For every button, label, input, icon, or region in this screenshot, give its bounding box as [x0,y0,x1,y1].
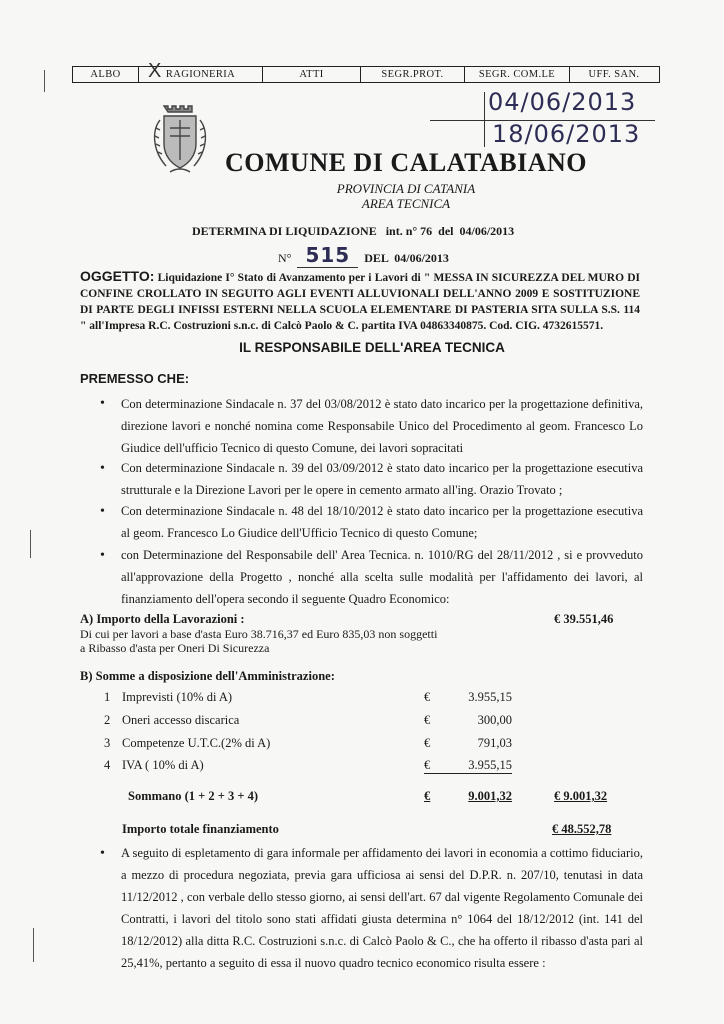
item-currency: € [424,713,431,727]
item-currency: € [424,690,431,704]
premessa-item: Con determinazione Sindacale n. 39 del 03/09/2012 è stato dato incarico per la progettazione esecutiva strutturale e la Direzione Lavori per le opere in cemento armato all'ing. Orazio Trovato ; [121,461,643,497]
routing-cell-albo: ALBO [73,67,139,82]
importo-lavorazioni-title: A) Importo della Lavorazioni : [80,612,245,626]
sommano-value: 9.001,32 [468,789,512,803]
item-number: 4 [104,758,111,772]
bullet-icon: • [100,396,105,411]
determina-number-line [278,243,449,268]
item-currency: € [424,758,431,772]
scan-mark [44,70,45,92]
premessa-item: con Determinazione del Responsabile dell' Area Tecnica. n. 1010/RG del 28/11/2012 , si e provveduto all'approvazione della Progetto , nonché alla scelta sulle modalità per l'affidamento dei lavori, al finanziamento dell'opera secondo il seguente Quadro Economico: [121,548,643,606]
responsabile-heading: IL RESPONSABILE DELL'AREA TECNICA [239,340,505,355]
item-number: 3 [104,736,111,750]
routing-cell-ragioneria: RAGIONERIA [139,67,263,82]
checked-mark: X [148,60,162,82]
item-label: Oneri accesso discarica [122,713,240,727]
scan-mark [30,530,31,558]
stamp-date-published: 18/06/2013 [492,120,641,148]
item-label: Competenze U.T.C.(2% di A) [122,736,271,750]
routing-cell-atti: ATTI [263,67,361,82]
item-value: 3.955,15 [468,690,512,704]
determina-number-handwritten: 515 [297,243,358,268]
aggiudicazione-paragraph: A seguito di espletamento di gara informale per affidamento dei lavori in economia a cottimo fiduciario, a mezzo di procedura negoziata, previa gara ufficiosa ai sensi del D.P.R. n. 207/10, tenutasi in data 11/12/2012 , con verbale dello stesso giorno, ai sensi dell'art. 67 dal vigente Regolamento Comunale dei Contratti, i lavori del titolo sono stati affidati giusta determina n° 1064 del 18/12/2012 (int. 141 del 18/12/2012) alla ditta R.C. Costruzioni s.n.c. di Calcò Paolo & C., che ha offerto il ribasso d'asta pari al 25,41%, pertanto a seguito di essa il nuovo quadro tecnico economico risulta essere : [121,846,643,970]
bullet-icon: • [100,846,105,861]
totale-value: € 48.552,78 [552,822,612,836]
item-label: Imprevisti (10% di A) [122,690,233,704]
oggetto-block [80,268,640,334]
item-value: 791,03 [477,736,512,750]
stamp-date-received: 04/06/2013 [488,88,637,116]
somme-disposizione-title: B) Somme a disposizione dell'Amministrazione: [80,669,335,683]
importo-lavorazioni-total: € 39.551,46 [554,612,614,626]
area-subtitle: AREA TECNICA [361,196,451,211]
scan-mark [33,928,34,962]
importo-lavorazioni-detail: a Ribasso d'asta per Oneri Di Sicurezza [80,641,270,655]
routing-cell-segr-prot: SEGR.PROT. [361,67,465,82]
item-currency: € [424,736,431,750]
importo-lavorazioni-detail: Di cui per lavori a base d'asta Euro 38.716,37 ed Euro 835,03 non soggetti [80,627,438,641]
sommano-currency: € [424,789,431,803]
oggetto-label: OGGETTO: [80,268,155,284]
province-subtitle: PROVINCIA DI CATANIA [336,181,476,196]
bullet-icon: • [100,504,105,519]
routing-cell-segr-comle: SEGR. COM.LE [465,67,570,82]
premesso-heading: PREMESSO CHE: [80,371,190,386]
bullet-icon: • [100,548,105,563]
determina-line: DETERMINA DI LIQUIDAZIONE int. n° 76 del 04/06/2013 [192,224,515,238]
totale-label: Importo totale finanziamento [122,822,279,836]
sommano-total: € 9.001,32 [554,789,608,803]
determina-date: DEL 04/06/2013 [364,251,449,265]
item-number: 2 [104,713,111,727]
sommano-label: Sommano (1 + 2 + 3 + 4) [128,789,259,803]
subtotal-underline [424,773,512,774]
item-number: 1 [104,690,111,704]
item-value: 3.955,15 [468,758,512,772]
bullet-icon: • [100,461,105,476]
determina-n-prefix: N° [278,251,292,265]
premessa-item: Con determinazione Sindacale n. 37 del 03/08/2012 è stato dato incarico per la progettazione definitiva, direzione lavori e nonché nomina come Responsabile Unico del Procedimento al geom. Francesco Lo Giudice dell'ufficio Tecnico di questo Comune, dei lavori sopracitati [121,397,643,455]
premessa-item: Con determinazione Sindacale n. 48 del 18/10/2012 è stato dato incarico per la progettazione esecutiva al geom. Francesco Lo Giudice dell'Ufficio Tecnico di questo Comune; [121,504,643,540]
item-label: IVA ( 10% di A) [122,758,204,772]
routing-cell-uff-san: UFF. SAN. [588,69,640,80]
oggetto-text: Liquidazione I° Stato di Avanzamento per i Lavori di " MESSA IN SICUREZZA DEL MURO DI CONFINE CROLLATO IN SEGUITO AGLI EVENTI ALLUVIONALI DELL'ANNO 2009 E SOSTITUZIONE DI PARTE DEGLI INFISSI ESTERNI NELLA SCUOLA ELEMENTARE DI PASTERIA SITA SULLA S.S. 114 " all'Impresa R.C. Costruzioni s.n.c. di Calcò Paolo & C. partita IVA 04863340875. Cod. CIG. 4732615571. [80,272,641,332]
comune-title: COMUNE DI CALATABIANO [225,148,587,177]
item-value: 300,00 [477,713,512,727]
